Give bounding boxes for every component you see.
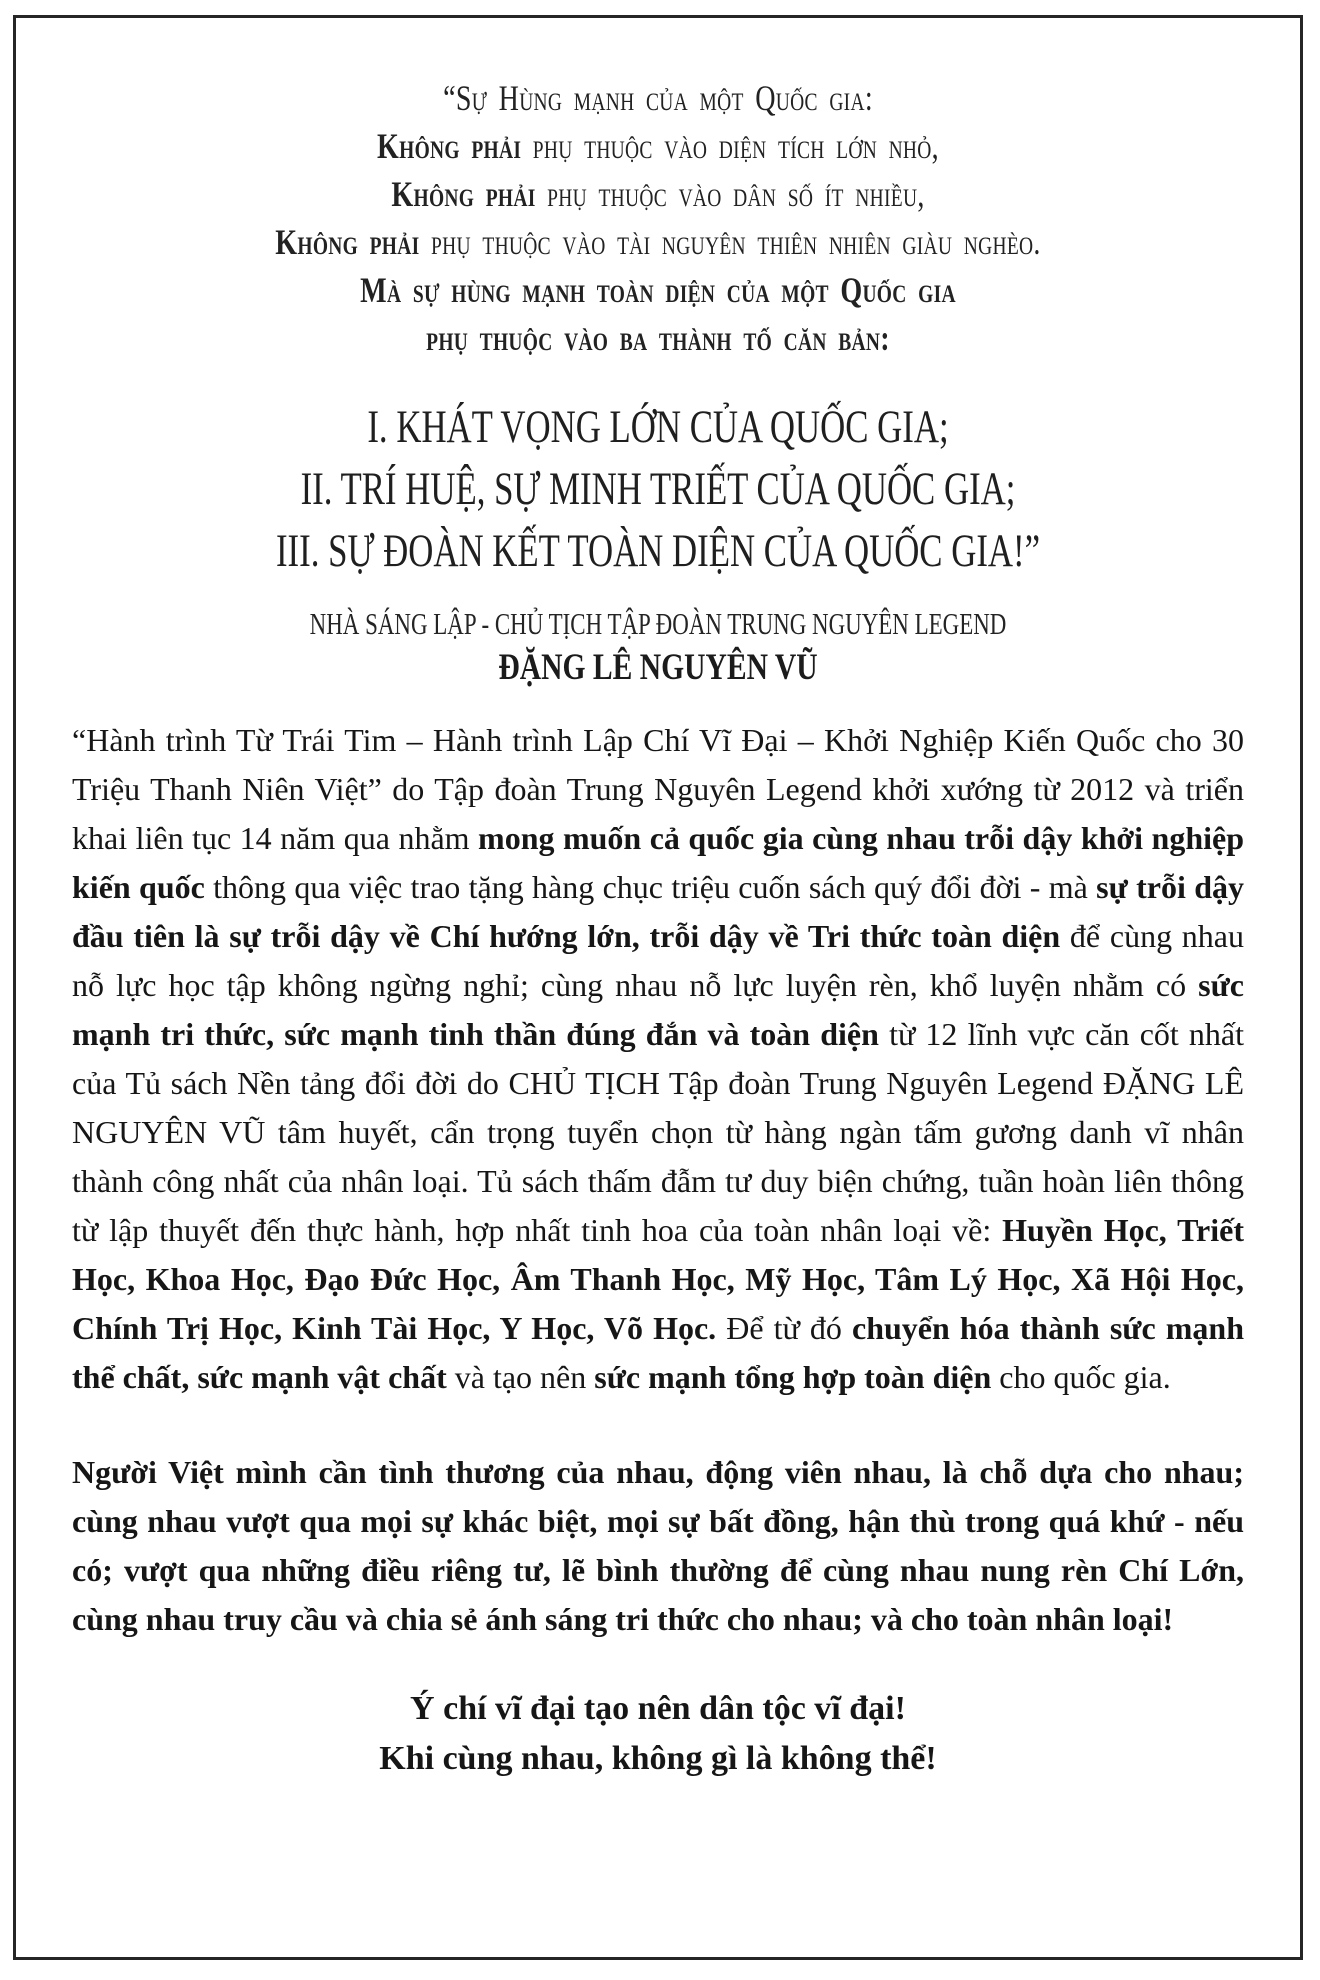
text-run: phụ thuộc vào tài nguyên thiên nhiên giàu nghèo.	[419, 222, 1041, 262]
bold-text-run: sức mạnh tổng hợp toàn diện	[594, 1359, 992, 1395]
bold-text-run: Mà sự hùng mạnh toàn diện của một Quốc gia	[360, 270, 956, 310]
text-line	[157, 266, 1159, 314]
bold-text-run: Không phải	[391, 174, 536, 214]
founder-name: ĐẶNG LÊ NGUYÊN VŨ	[498, 647, 818, 688]
paragraph-journey-from-the-heart	[72, 716, 1244, 1402]
text-run: “Sự Hùng mạnh của một Quốc gia:	[443, 78, 873, 118]
text-run: và tạo nên	[446, 1359, 595, 1395]
founder-title: NHÀ SÁNG LẬP - CHỦ TỊCH TẬP ĐOÀN TRUNG NGUYÊN LEGEND	[309, 606, 1007, 641]
text-run: thông qua việc trao tặng hàng chục triệu cuốn sách quý đổi đời - mà	[204, 869, 1097, 905]
text-line	[157, 170, 1159, 218]
text-run: Để từ đó	[716, 1310, 852, 1346]
bold-text-run: Huyền Học, Triết Học, Khoa Học, Đạo Đức Học, Âm Thanh Học, Mỹ Học, Tâm Lý Học, Xã Hội Học, Chính Trị Học, Kinh Tài Học, Y Học, Võ Học.	[72, 1212, 1245, 1346]
three-pillars-list	[16, 396, 1300, 582]
bold-text-run: sức mạnh tri thức, sức mạnh tinh thần đúng đắn và toàn diện	[72, 967, 1244, 1052]
text-run: phụ thuộc vào dân số ít nhiều,	[535, 174, 925, 214]
text-line: I. KHÁT VỌNG LỚN CỦA QUỐC GIA;	[367, 401, 949, 453]
text-line: III. SỰ ĐOÀN KẾT TOÀN DIỆN CỦA QUỐC GIA!”	[275, 525, 1041, 577]
text-line: II. TRÍ HUỆ, SỰ MINH TRIẾT CỦA QUỐC GIA;	[300, 463, 1016, 515]
bold-text-run: Người Việt mình cần tình thương của nhau, động viên nhau, là chỗ dựa cho nhau; cùng nhau vượt qua mọi sự khác biệt, mọi sự bất đồng, hận thù trong quá khứ - nếu có; vượt qua những điều riêng tư, lẽ bình thường để cùng nhau nung rèn Chí Lớn, cùng nhau truy cầu và chia sẻ ánh sáng tri thức cho nhau; và cho toàn nhân loại!	[72, 1454, 1244, 1637]
closing-slogan	[16, 1684, 1300, 1784]
bold-text-run: Không phải	[275, 222, 420, 262]
attribution-block	[16, 606, 1300, 690]
text-line: Khi cùng nhau, không gì là không thể!	[379, 1740, 937, 1777]
bold-text-run: chuyển hóa thành sức mạnh thể chất, sức mạnh vật chất	[72, 1310, 1245, 1395]
text-run: cho quốc gia.	[991, 1359, 1171, 1395]
body-text	[16, 716, 1300, 1644]
national-strength-quote	[16, 74, 1300, 362]
text-line	[157, 314, 1159, 362]
text-run: từ 12 lĩnh vực căn cốt nhất của Tủ sách Nền tảng đổi đời do CHỦ TỊCH Tập đoàn Trung Nguyên Legend ĐẶNG LÊ NGUYÊN VŨ tâm huyết, cẩn trọng tuyển chọn từ hàng ngàn tấm gương danh vĩ nhân thành công nhất của nhân loại. Tủ sách thấm đẫm tư duy biện chứng, tuần hoàn liên thông từ lập thuyết đến thực hành, hợp nhất tinh hoa của toàn nhân loại về:	[72, 1016, 1245, 1248]
bold-text-run: Không phải	[377, 126, 522, 166]
bold-text-run: mong muốn cả quốc gia cùng nhau trỗi dậy khởi nghiệp kiến quốc	[72, 820, 1245, 905]
text-line	[157, 218, 1159, 266]
text-line	[157, 122, 1159, 170]
text-run: “Hành trình Từ Trái Tim – Hành trình Lập Chí Vĩ Đại – Khởi Nghiệp Kiến Quốc cho 30 Triệu Thanh Niên Việt” do Tập đoàn Trung Nguyên Legend khởi xướng từ 2012 và triển khai liên tục 14 năm qua nhằm	[72, 722, 1244, 856]
bold-text-run: phụ thuộc vào ba thành tố căn bản:	[426, 318, 890, 358]
text-line: Ý chí vĩ đại tạo nên dân tộc vĩ đại!	[410, 1690, 906, 1727]
text-line	[157, 74, 1159, 122]
bold-text-run: sự trỗi dậy đầu tiên là sự trỗi dậy về Chí hướng lớn, trỗi dậy về Tri thức toàn diện	[72, 869, 1245, 954]
paragraph-vietnamese-solidarity	[72, 1448, 1244, 1644]
text-run: để cùng nhau nỗ lực học tập không ngừng nghỉ; cùng nhau nỗ lực luyện rèn, khổ luyện nhằm có	[72, 918, 1245, 1003]
page-border-frame	[13, 15, 1303, 1960]
text-run: phụ thuộc vào diện tích lớn nhỏ,	[521, 126, 939, 166]
